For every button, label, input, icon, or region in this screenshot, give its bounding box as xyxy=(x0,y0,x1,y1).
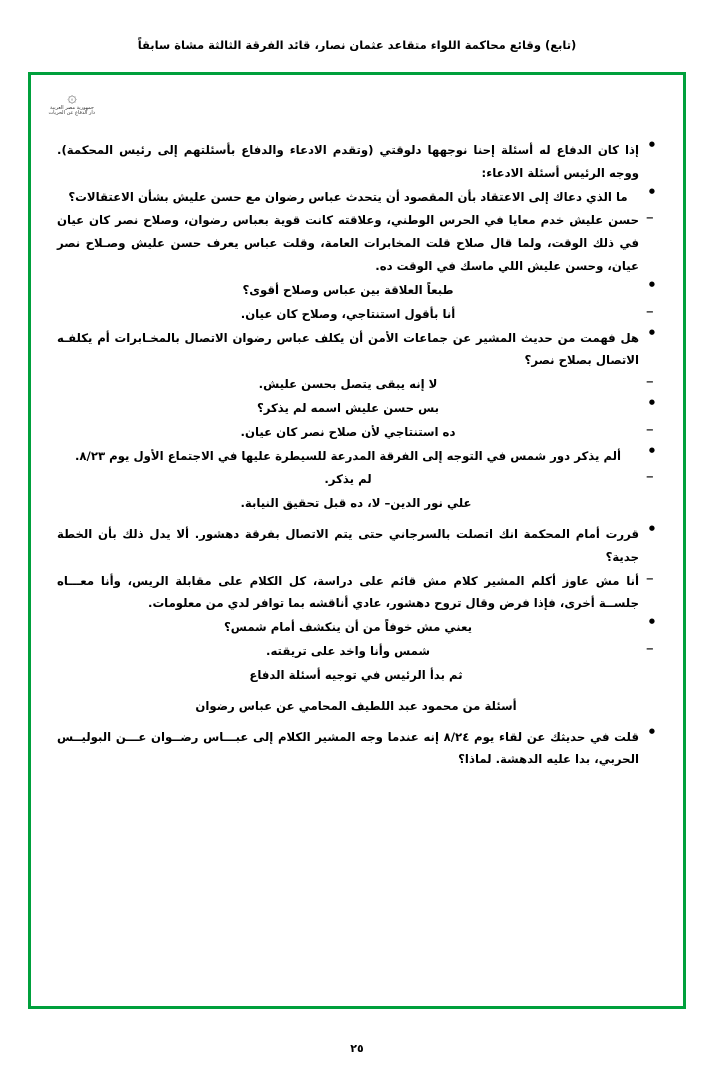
spacer xyxy=(57,516,657,523)
logo-line-1: جمهورية مصر العربية xyxy=(50,105,94,111)
page-number: ٢٥ xyxy=(350,1042,364,1055)
page-header: (تابع) وقائع محاكمة اللواء متقاعد عثمان نصار، قائد الفرقة الثالثة مشاة سابقاً xyxy=(137,38,577,52)
question-item: ● بس حسن عليش اسمه لم يذكر؟ xyxy=(57,397,657,420)
narration-line: ثم بدأ الرئيس في توجيه أسئلة الدفاع xyxy=(249,667,463,682)
question-item: ● هل فهمت من حديث المشير عن جماعات الأمن أن يكلف عباس رضوان الاتصال بالمخـابرات أم يكلفـه الاتصال بصلاح نصر؟ xyxy=(57,327,657,373)
organization-logo xyxy=(49,89,95,129)
answer-item: − حسن عليش خدم معايا في الحرس الوطني، وعلاقته كانت قوية بعباس رضوان، وصلاح نصر كان عيان في ذلك الوقت، ولما قال صلاح قلت المخابرات العامة، وقلت عباس يعرف حسن عليش وصـلاح نصر عيان، وحسن عليش اللي ماسك في الوقت ده. xyxy=(57,209,657,277)
question-item: ● ألم يذكر دور شمس في التوجه إلى الفرقة المدرعة للسيطرة عليها في الاجتماع الأول يوم ٨/٢٣. xyxy=(57,445,657,468)
question-item: ● يعني مش خوفاً من أن ينكشف أمام شمس؟ xyxy=(57,616,657,639)
crest-icon: ۞ xyxy=(67,87,77,106)
answer-item: − أنا مش عاوز أكلم المشير كلام مش قائم على دراسة، كل الكلام على مقابلة الريس، وأنا معـــاه جلســة أخرى، فإذا فرض وقال تروح دهشور، عادي أناقشه بما توافر لدي من معلومات. xyxy=(57,570,657,616)
answer-item: − لم يذكر. xyxy=(57,468,657,491)
narration-line: علي نور الدين– لا، ده قبل تحقيق النيابة. xyxy=(240,496,472,511)
answer-item: − أنا بأقول استنتاجي، وصلاح كان عيان. xyxy=(57,303,657,326)
narration-line: أسئلة من محمود عبد اللطيف المحامي عن عباس رضوان xyxy=(195,698,517,713)
spacer xyxy=(57,688,657,695)
spacer xyxy=(57,719,657,726)
logo-line-2: دار الدفاع عن الحريات xyxy=(48,110,95,117)
question-item: ● إذا كان الدفاع له أسئلة إحنا نوجهها دلوقتي (وتقدم الادعاء والدفاع بأسئلتهم إلى رئيس المحكمة). ووجه الرئيس أسئلة الادعاء: xyxy=(57,139,657,185)
question-item: ● طبعاً العلاقة بين عباس وصلاح أقوى؟ xyxy=(57,279,657,302)
document-body xyxy=(57,139,657,771)
content-frame xyxy=(28,72,686,1009)
answer-item: − لا إنه يبقى يتصل بحسن عليش. xyxy=(57,373,657,396)
question-item: ● قلت في حديثك عن لقاء يوم ٨/٢٤ إنه عندما وجه المشير الكلام إلى عبـــاس رضــوان عـــن البوليــس الحربي، بدا عليه الدهشة. لماذا؟ xyxy=(57,726,657,772)
question-item: ● ما الذي دعاك إلى الاعتقاد بأن المقصود أن يتحدث عباس رضوان مع حسن عليش بشأن الاعتقالات؟ xyxy=(57,186,657,209)
question-item: ● قررت أمام المحكمة انك اتصلت بالسرجاني حتى يتم الاتصال بفرقة دهشور. ألا يدل ذلك بأن الخطة جدية؟ xyxy=(57,523,657,569)
answer-item: − شمس وأنا واخد على تريقته. xyxy=(57,640,657,663)
answer-item: − ده استنتاجي لأن صلاح نصر كان عيان. xyxy=(57,421,657,444)
